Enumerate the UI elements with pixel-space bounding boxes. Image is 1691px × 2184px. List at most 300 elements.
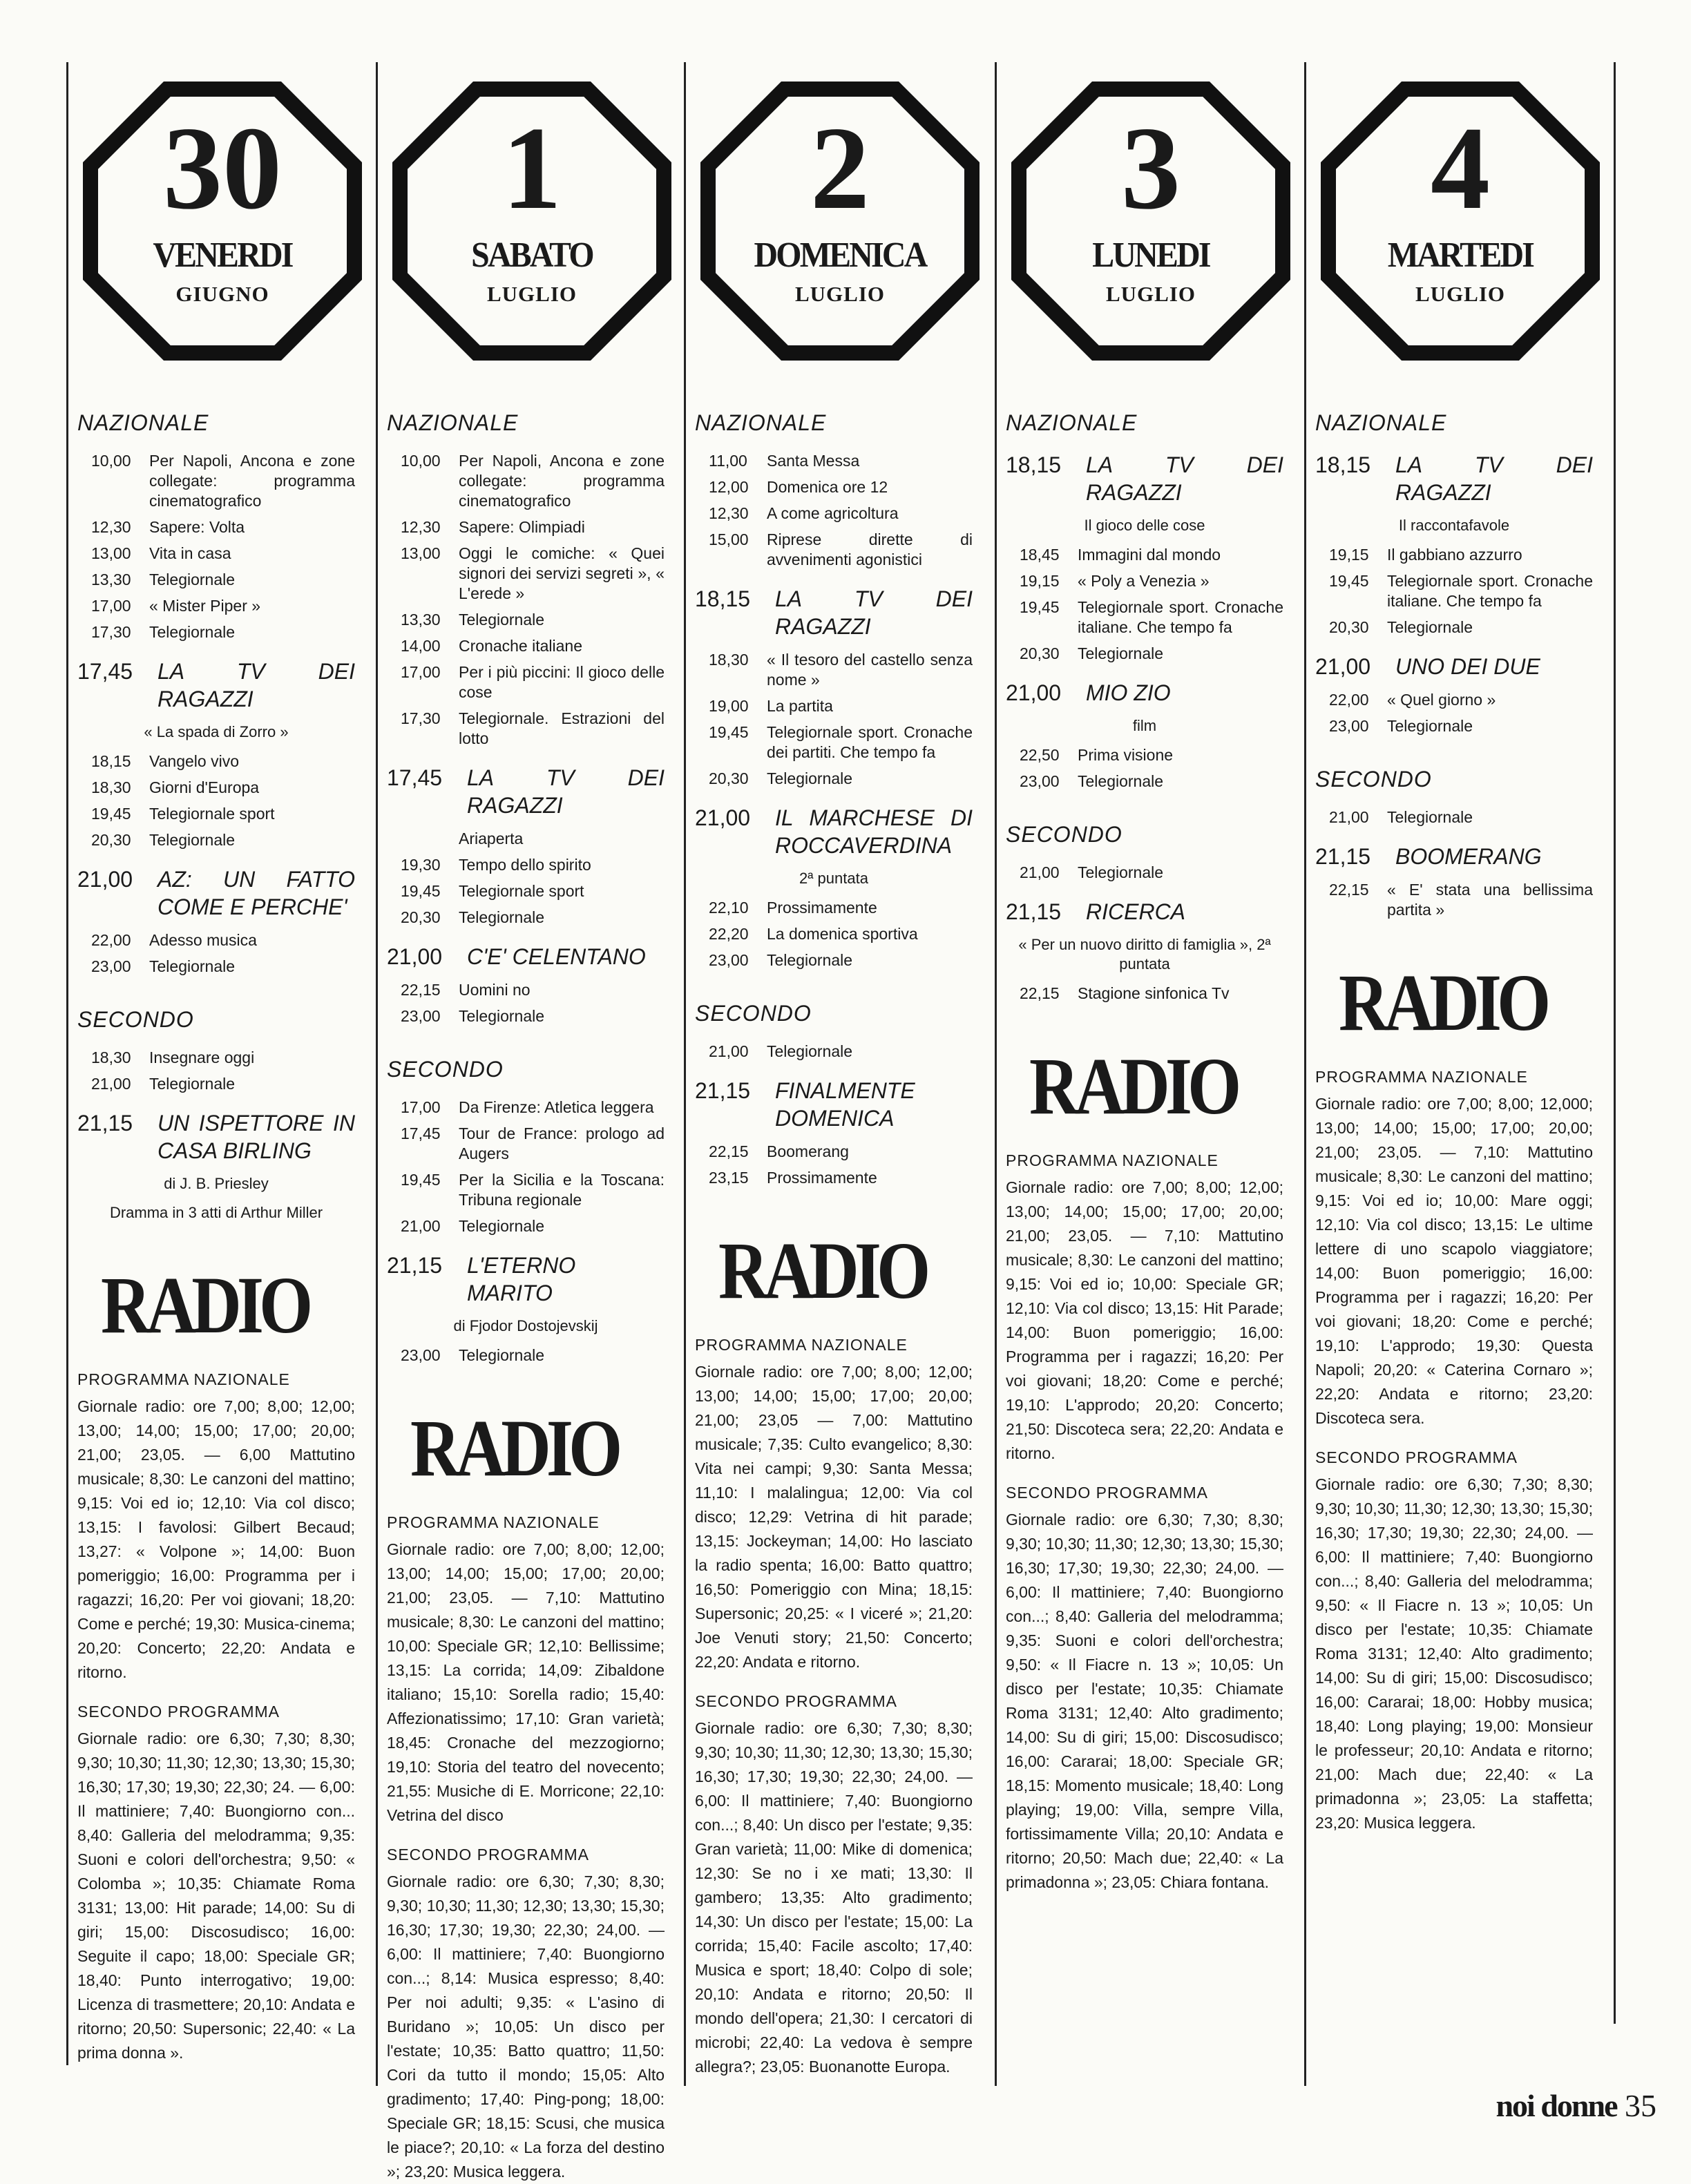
radio-national-schedule: Giornale radio: ore 7,00; 8,00; 12,00; 13,00; 14,00; 15,00; 17,00; 20,00; 21,00; 23,05. — 6,00 Mattutino musicale; 8,30: Le canzoni del mattino; 9,15: Voi ed io; 12,10: Via col disco; 13,15: I favolosi: Gilbert Becaud; 13,27: « Volpone »; 14,00: Buon pomeriggio; 16,00: Programma per i ragazzi; 16,20: Per voi giovani; 18,20: Come e perché; 19,30: Musica-cinema; 20,20: Concerto; 22,20: Andata e ritorno.	[77, 1397, 355, 1681]
program-title: « Quel giorno »	[1387, 691, 1496, 709]
program-row	[77, 596, 355, 616]
program-title: LA TV DEI RAGAZZI	[467, 765, 665, 818]
program-title: UN ISPETTORE IN CASA BIRLING	[157, 1111, 355, 1163]
program-time: 10,00	[91, 452, 131, 470]
weekday-label: DOMENICA	[754, 236, 926, 275]
program-row	[77, 957, 355, 977]
radio-national-heading: PROGRAMMA NAZIONALE	[387, 1513, 600, 1531]
program-time: 21,00	[709, 1042, 749, 1060]
radio-national-schedule: Giornale radio: ore 7,00; 8,00; 12,00; 13,00; 14,00; 15,00; 17,00; 20,00; 21,00; 23,05. — 7,10: Mattutino musicale; 8,30: Le canzoni del mattino; 9,15: Voi ed io; 10,00: Speciale GR; 12,10: Via col disco; 13,15: Hit Parade; 14,00: Buon pomeriggio; 16,00: Programma per i ragazzi; 16,20: Per voi giovani; 18,20: Come e perché; 19,10: L'approdo; 20,20: Concerto; 21,50: Discoteca sera; 22,20: Andata e ritorno.	[1006, 1178, 1283, 1462]
radio-second-schedule: Giornale radio: ore 6,30; 7,30; 8,30; 9,30; 10,30; 11,30; 12,30; 13,30; 15,30; 16,30; 17,30; 19,30; 22,30; 24,00. — 6,00: Il mattiniere; 7,40: Buongiorno con...; 8,40: Galleria del melodramma; 9,35: Suoni e colori dell'orchestra; 9,50: « Il Fiacre n. 13 »; 10,05: Un disco per l'estate; 10,35: Chiamate Roma 3131; 12,40: Alto gradimento; 14,00: Su di giri; 15,00: Discosudisco; 16,00: Cararai; 18,00: Speciale GR; 18,15: Momento musicale; 18,40: Long playing; 19,00: Villa, sempre Villa, fortissimamente Villa; 20,10: Andata e ritorno; 20,50: Mach due; 22,40: « La primadonna »; 23,05: Chiara fontana.	[1006, 1511, 1283, 1891]
date-number: 1	[502, 103, 562, 234]
program-row	[387, 881, 665, 901]
program-title: Telegiornale	[149, 957, 236, 975]
program-time: 14,00	[401, 637, 441, 655]
program-title: Telegiornale	[1387, 618, 1473, 636]
program-row	[695, 1142, 973, 1162]
program-time: 22,15	[1020, 984, 1060, 1002]
program-row	[77, 451, 355, 511]
program-row	[695, 924, 973, 944]
program-title: Prossimamente	[767, 1169, 877, 1187]
program-time: 17,30	[401, 709, 441, 727]
channel-heading: NAZIONALE	[695, 410, 827, 435]
radio-second-heading: SECONDO PROGRAMMA	[387, 1846, 590, 1864]
program-title: Uomini no	[459, 981, 531, 999]
program-time: 19,45	[91, 805, 131, 823]
program-row	[387, 908, 665, 928]
program-time: 23,00	[401, 1007, 441, 1025]
program-time: 21,00	[1315, 654, 1371, 679]
program-title: Giorni d'Europa	[149, 778, 260, 796]
column-rule	[376, 62, 378, 2086]
month-label: LUGLIO	[1105, 282, 1196, 306]
radio-second-schedule: Giornale radio: ore 6,30; 7,30; 8,30; 9,30; 10,30; 11,30; 12,30; 13,30; 15,30; 16,30; 17,30; 19,30; 22,30; 24,00. — 6,00: Il mattiniere; 7,40: Buongiorno con...; 8,40: Un disco per l'estate; 9,35: Gran varietà; 11,00: Mike di domenica; 12,30: Se no i xe mati; 13,30: Il gambero; 13,35: Alto gradimento; 14,30: Un disco per l'estate; 15,00: La corrida; 15,40: Facile ascolto; 17,40: Musica e sport; 18,40: Colpo di sole; 20,10: Andata e ritorno; 20,50: Il mondo dell'opera; 21,30: I cercatori di microbi; 22,40: La vedova è sempre allegra?; 23,05: Buonanotte Europa.	[695, 1719, 973, 2076]
program-time: 22,20	[709, 925, 749, 943]
program-title: Sapere: Volta	[149, 518, 245, 536]
program-subtitle: « Per un nuovo diritto di famiglia », 2ª puntata	[1018, 936, 1271, 973]
program-row	[77, 622, 355, 642]
page-number: 35	[1625, 2088, 1656, 2123]
program-title: LA TV DEI RAGAZZI	[157, 659, 355, 711]
radio-second-heading: SECONDO PROGRAMMA	[1006, 1484, 1209, 1502]
program-time: 19,15	[1329, 546, 1369, 564]
program-time: 17,45	[387, 765, 443, 790]
featured-program	[1315, 843, 1593, 870]
program-row	[387, 610, 665, 630]
program-row	[77, 751, 355, 772]
date-badge	[1006, 76, 1296, 366]
program-row	[695, 477, 973, 497]
program-time: 21,00	[695, 805, 751, 830]
program-time: 21,15	[77, 1111, 133, 1136]
radio-heading: RADIO	[410, 1403, 618, 1493]
program-title: Tempo dello spirito	[459, 856, 591, 874]
program-title: IL MARCHESE DI ROCCAVERDINA	[775, 805, 973, 858]
program-row	[695, 1042, 973, 1062]
channel-heading: NAZIONALE	[77, 410, 209, 435]
program-title: La domenica sportiva	[767, 925, 918, 943]
program-time: 20,30	[709, 769, 749, 787]
program-time: 20,30	[1020, 644, 1060, 662]
program-row	[1006, 571, 1283, 591]
program-row	[1315, 617, 1593, 638]
radio-second-schedule: Giornale radio: ore 6,30; 7,30; 8,30; 9,30; 10,30; 11,30; 12,30; 13,30; 15,30; 16,30; 17,30; 19,30; 22,30; 24,00. — 6,00: Il mattiniere; 7,40: Buongiorno con...; 8,14: Musica espresso; 8,40: Per noi adulti; 9,35: « L'asino di Buridano »; 10,05: Un disco per l'estate; 10,35: Batto quattro; 11,50: Cori da tutto il mondo; 15,05: Alto gradimento; 17,40: Ping-pong; 18,00: Speciale GR; 18,15: Scusi, che musica le piace?; 20,10: « La forza del destino »; 23,20: Musica leggera.	[387, 1872, 665, 2181]
channel-heading: SECONDO	[1006, 822, 1122, 847]
program-title: Ariaperta	[459, 830, 524, 847]
program-time: 21,00	[401, 1217, 441, 1235]
channel-heading: SECONDO	[387, 1057, 504, 1082]
column-rule	[1614, 62, 1616, 2024]
program-time: 19,15	[1020, 572, 1060, 590]
program-title: Tour de France: prologo ad Augers	[459, 1124, 665, 1162]
program-title: Riprese dirette di avvenimenti agonistici	[767, 530, 973, 568]
day-column	[687, 76, 993, 2093]
program-row	[1006, 772, 1283, 792]
program-title: AZ: UN FATTO COME E PERCHE'	[157, 867, 355, 919]
channel-heading: SECONDO	[1315, 767, 1432, 792]
program-title: Prossimamente	[767, 899, 877, 917]
program-time: 17,45	[401, 1124, 441, 1142]
program-title: Telegiornale	[149, 831, 236, 849]
day-column	[1307, 76, 1614, 2093]
program-title: C'E' CELENTANO	[467, 944, 646, 969]
program-title: Telegiornale	[1387, 808, 1473, 826]
program-title: Da Firenze: Atletica leggera	[459, 1098, 654, 1116]
month-label: LUGLIO	[1415, 282, 1506, 306]
date-badge	[387, 76, 677, 366]
channel-heading: SECONDO	[695, 1001, 812, 1026]
program-row	[695, 696, 973, 716]
program-title: Telegiornale	[1078, 863, 1164, 881]
program-title: LA TV DEI RAGAZZI	[775, 586, 973, 639]
weekday-label: VENERDI	[153, 236, 292, 275]
program-subtitle: Il raccontafavole	[1398, 517, 1510, 534]
program-title: Santa Messa	[767, 452, 860, 470]
program-time: 21,00	[91, 1075, 131, 1093]
program-time: 17,00	[401, 663, 441, 681]
program-row	[695, 530, 973, 570]
program-title: L'ETERNO MARITO	[467, 1253, 576, 1305]
channel-heading: NAZIONALE	[387, 410, 519, 435]
program-row	[1006, 863, 1283, 883]
program-row	[695, 898, 973, 918]
program-title: Telegiornale sport	[149, 805, 275, 823]
radio-heading: RADIO	[1339, 957, 1547, 1048]
program-time: 20,30	[91, 831, 131, 849]
radio-heading: RADIO	[101, 1260, 309, 1350]
program-row	[1315, 807, 1593, 827]
day-column	[69, 76, 376, 2093]
program-title: Prima visione	[1078, 746, 1174, 764]
program-title: RICERCA	[1086, 899, 1186, 924]
program-title: Telegiornale	[1078, 644, 1164, 662]
program-time: 21,00	[1020, 863, 1060, 881]
program-time: 17,00	[401, 1098, 441, 1116]
featured-program	[695, 804, 973, 859]
program-time: 12,30	[91, 518, 131, 536]
program-row	[77, 544, 355, 564]
program-time: 19,45	[1020, 598, 1060, 616]
program-row	[387, 1345, 665, 1366]
program-row	[695, 504, 973, 524]
program-row	[77, 930, 355, 950]
program-title: Telegiornale	[149, 623, 236, 641]
program-title: Telegiornale	[1387, 717, 1473, 735]
program-time: 12,30	[709, 504, 749, 522]
column-rule	[1304, 62, 1306, 2086]
date-badge	[1315, 76, 1605, 366]
column-rule	[995, 62, 997, 2086]
weekday-label: MARTEDI	[1387, 236, 1534, 275]
program-title: A come agricoltura	[767, 504, 899, 522]
program-row	[1006, 597, 1283, 638]
program-row	[1315, 545, 1593, 565]
program-title: « Il tesoro del castello senza nome »	[767, 651, 973, 689]
program-time: 21,00	[1006, 680, 1062, 705]
program-time: 20,30	[1329, 618, 1369, 636]
program-row	[695, 1168, 973, 1188]
featured-program	[1315, 451, 1593, 506]
radio-national-heading: PROGRAMMA NAZIONALE	[1315, 1068, 1528, 1086]
program-row	[77, 830, 355, 850]
program-time: 23,00	[709, 951, 749, 969]
program-time: 21,15	[1315, 844, 1371, 869]
radio-national-schedule: Giornale radio: ore 7,00; 8,00; 12,00; 13,00; 14,00; 15,00; 17,00; 20,00; 21,00; 23,05. — 7,10: Mattutino musicale; 8,30: Le canzoni del mattino; 10,00: Speciale GR; 12,10: Bellissime; 13,15: La corrida; 14,09: Zibaldone italiano; 15,10: Sorella radio; 15,40: Affezionatissimo; 17,10: Gran varietà; 18,45: Cronache del mezzogiorno; 19,10: Storia del teatro del novecento; 21,55: Musiche di E. Morricone; 22,10: Vetrina del disco	[387, 1540, 665, 1824]
program-title: Telegiornale	[149, 571, 236, 588]
program-title: Telegiornale	[459, 1007, 545, 1025]
program-row	[387, 517, 665, 537]
featured-program	[1006, 898, 1283, 926]
program-title: Telegiornale	[459, 1346, 545, 1364]
program-title: Per i più piccini: Il gioco delle cose	[459, 663, 665, 701]
program-time: 13,00	[91, 544, 131, 562]
program-row	[387, 709, 665, 749]
program-time: 20,30	[401, 908, 441, 926]
program-row	[387, 544, 665, 604]
program-time: 13,30	[91, 571, 131, 588]
program-title: Immagini dal mondo	[1078, 546, 1221, 564]
program-time: 21,00	[77, 867, 133, 892]
program-row	[1006, 745, 1283, 765]
program-row	[695, 950, 973, 970]
program-row	[1315, 571, 1593, 611]
date-number: 30	[163, 103, 282, 234]
featured-program	[1006, 679, 1283, 707]
program-title: Telegiornale	[459, 611, 545, 629]
program-row	[387, 829, 665, 849]
date-badge	[77, 76, 367, 366]
program-title: Insegnare oggi	[149, 1048, 255, 1066]
program-row	[387, 1006, 665, 1026]
program-time: 22,50	[1020, 746, 1060, 764]
program-subtitle: Dramma in 3 atti di Arthur Miller	[109, 1204, 323, 1221]
program-time: 22,15	[1329, 881, 1369, 899]
program-title: Per la Sicilia e la Toscana: Tribuna regionale	[459, 1171, 665, 1209]
date-badge	[695, 76, 985, 366]
program-time: 10,00	[401, 452, 441, 470]
channel-heading: NAZIONALE	[1315, 410, 1447, 435]
program-time: 13,30	[401, 611, 441, 629]
program-title: « Poly a Venezia »	[1078, 572, 1210, 590]
program-title: Telegiornale	[1078, 772, 1164, 790]
program-time: 23,00	[1020, 772, 1060, 790]
program-time: 23,00	[91, 957, 131, 975]
program-time: 12,00	[709, 478, 749, 496]
program-row	[1315, 716, 1593, 736]
program-time: 22,15	[401, 981, 441, 999]
program-subtitle: « La spada di Zorro »	[144, 723, 289, 740]
date-number: 3	[1121, 103, 1181, 234]
program-title: Vangelo vivo	[149, 752, 239, 770]
featured-program	[77, 658, 355, 713]
program-subtitle: Il gioco delle cose	[1084, 517, 1205, 534]
program-time: 18,15	[1006, 452, 1062, 477]
program-title: « Mister Piper »	[149, 597, 261, 615]
program-title: MIO ZIO	[1086, 680, 1171, 705]
program-title: Cronache italiane	[459, 637, 583, 655]
program-time: 23,00	[401, 1346, 441, 1364]
date-number: 4	[1431, 103, 1490, 234]
featured-program	[77, 865, 355, 921]
program-time: 18,30	[91, 778, 131, 796]
program-row	[1006, 644, 1283, 664]
featured-program	[387, 943, 665, 970]
page-footer	[1496, 2087, 1656, 2124]
program-title: Telegiornale sport. Cronache italiane. Che tempo fa	[1387, 572, 1593, 610]
program-time	[392, 829, 459, 849]
radio-national-heading: PROGRAMMA NAZIONALE	[695, 1336, 908, 1354]
program-title: FINALMENTE DOMENICA	[775, 1078, 915, 1131]
column-rule	[66, 62, 68, 2065]
program-title: La partita	[767, 697, 833, 715]
month-label: LUGLIO	[486, 282, 577, 306]
program-row	[695, 769, 973, 789]
radio-second-heading: SECONDO PROGRAMMA	[695, 1692, 898, 1710]
program-time: 18,45	[1020, 546, 1060, 564]
program-title: Telegiornale	[767, 769, 853, 787]
program-time: 19,45	[1329, 572, 1369, 590]
program-title: Stagione sinfonica Tv	[1078, 984, 1230, 1002]
program-row	[387, 451, 665, 511]
program-row	[1315, 880, 1593, 920]
program-time: 19,30	[401, 856, 441, 874]
radio-national-schedule: Giornale radio: ore 7,00; 8,00; 12,00; 13,00; 14,00; 15,00; 17,00; 20,00; 21,00; 23,05 — 7,00: Mattutino musicale; 7,35: Culto evangelico; 8,30: Vita nei campi; 9,30: Santa Messa; 11,10: I malalingua; 12,00: Via col disco; 12,29: Vetrina di hit parade; 13,15: Jockeyman; 14,00: Ho lasciato la radio spenta; 16,00: Batto quattro; 16,50: Pomeriggio con Mina; 18,15: Supersonic; 20,25: « I viceré »; 21,20: Joe Venuti story; 21,50: Concerto; 22,20: Andata e ritorno.	[695, 1363, 973, 1671]
program-title: Telegiornale sport	[459, 882, 584, 900]
program-time: 17,45	[77, 659, 133, 684]
program-row	[1006, 984, 1283, 1004]
radio-second-heading: SECONDO PROGRAMMA	[77, 1703, 280, 1721]
program-subtitle: di J. B. Priesley	[164, 1175, 269, 1192]
program-subtitle: film	[1132, 717, 1157, 734]
program-time: 21,00	[387, 944, 443, 969]
program-time: 11,00	[709, 452, 747, 470]
program-row	[77, 517, 355, 537]
program-time: 19,45	[401, 882, 441, 900]
program-time: 22,00	[91, 931, 131, 949]
radio-national-heading: PROGRAMMA NAZIONALE	[1006, 1151, 1219, 1169]
program-row	[77, 778, 355, 798]
featured-program	[1006, 451, 1283, 506]
program-title: « E' stata una bellissima partita »	[1387, 881, 1593, 919]
program-title: Sapere: Olimpiadi	[459, 518, 585, 536]
program-time: 18,30	[709, 651, 749, 669]
program-row	[77, 1048, 355, 1068]
radio-second-schedule: Giornale radio: ore 6,30; 7,30; 8,30; 9,30; 10,30; 11,30; 12,30; 13,30; 15,30; 16,30; 17,30; 19,30; 22,30; 24. — 6,00: Il mattiniere; 7,40: Buongiorno con... 8,40: Galleria del melodramma; 9,35: Suoni e colori dell'orchestra; 9,50: « Colomba »; 10,35: Chiamate Roma 3131; 13,00: Hit parade; 14,00: Su di giri; 15,00: Discosudisco; 16,00: Seguite il capo; 18,00: Speciale GR; 18,40: Punto interrogativo; 19,00: Licenza di trasmettere; 20,10: Andata e ritorno; 20,50: Supersonic; 22,40: « La prima donna ».	[77, 1730, 355, 2062]
program-row	[695, 722, 973, 763]
program-time: 19,00	[709, 697, 749, 715]
weekday-label: LUNEDI	[1092, 236, 1210, 275]
program-time: 21,00	[1329, 808, 1369, 826]
program-title: Domenica ore 12	[767, 478, 888, 496]
program-title: Telegiornale	[459, 908, 545, 926]
channel-heading: NAZIONALE	[1006, 410, 1138, 435]
program-time: 19,45	[401, 1171, 441, 1189]
program-row	[387, 1124, 665, 1164]
program-subtitle: 2ª puntata	[799, 870, 868, 887]
program-time: 18,30	[91, 1048, 131, 1066]
program-time: 18,15	[1315, 452, 1371, 477]
program-title: Per Napoli, Ancona e zone collegate: programma cinematografico	[459, 452, 665, 510]
program-row	[387, 1098, 665, 1118]
month-label: GIUGNO	[175, 282, 269, 306]
program-row	[77, 570, 355, 590]
featured-program	[387, 764, 665, 819]
program-row	[387, 1170, 665, 1210]
program-time: 22,00	[1329, 691, 1369, 709]
program-title: Telegiornale. Estrazioni del lotto	[459, 709, 665, 747]
program-time: 22,15	[709, 1142, 749, 1160]
program-title: Adesso musica	[149, 931, 257, 949]
program-title: Telegiornale	[767, 1042, 853, 1060]
program-time: 18,15	[695, 586, 751, 611]
date-number: 2	[810, 103, 870, 234]
program-title: LA TV DEI RAGAZZI	[1086, 452, 1283, 505]
program-time: 21,15	[695, 1078, 751, 1103]
program-time: 21,15	[1006, 899, 1062, 924]
program-title: Per Napoli, Ancona e zone collegate: programma cinematografico	[149, 452, 355, 510]
program-time: 12,30	[401, 518, 441, 536]
radio-national-heading: PROGRAMMA NAZIONALE	[77, 1370, 290, 1388]
program-row	[387, 636, 665, 656]
program-time: 22,10	[709, 899, 749, 917]
program-time: 23,15	[709, 1169, 749, 1187]
radio-second-heading: SECONDO PROGRAMMA	[1315, 1448, 1518, 1466]
weekday-label: SABATO	[471, 236, 593, 275]
featured-program	[387, 1252, 665, 1307]
program-title: LA TV DEI RAGAZZI	[1395, 452, 1593, 505]
program-row	[1006, 545, 1283, 565]
program-row	[695, 650, 973, 690]
program-title: UNO DEI DUE	[1395, 654, 1540, 679]
program-time: 15,00	[709, 530, 749, 548]
program-title: Telegiornale sport. Cronache italiane. Che tempo fa	[1078, 598, 1283, 636]
program-title: Oggi le comiche: « Quei signori dei servizi segreti », « L'erede »	[459, 544, 665, 602]
program-row	[1315, 690, 1593, 710]
featured-program	[695, 585, 973, 640]
program-row	[387, 1216, 665, 1236]
program-time: 18,15	[91, 752, 131, 770]
program-row	[77, 1074, 355, 1094]
program-time: 13,00	[401, 544, 441, 562]
program-time: 21,15	[387, 1253, 443, 1278]
magazine-brand: noi donne	[1496, 2088, 1617, 2123]
channel-heading: SECONDO	[77, 1007, 194, 1032]
day-column	[997, 76, 1304, 2093]
program-title: Vita in casa	[149, 544, 231, 562]
radio-heading: RADIO	[718, 1225, 926, 1316]
day-column	[379, 76, 685, 2181]
program-title: Telegiornale	[767, 951, 853, 969]
program-row	[387, 662, 665, 702]
radio-second-schedule: Giornale radio: ore 6,30; 7,30; 8,30; 9,30; 10,30; 11,30; 12,30; 13,30; 15,30; 16,30; 17,30; 19,30; 22,30; 24,00. — 6,00: Il mattiniere; 7,40: Buongiorno con...; 8,40: Galleria del melodramma; 9,50: « Il Fiacre n. 13 »; 10,05: Un disco per l'estate; 10,35: Chiamate Roma 3131; 12,40: Alto gradimento; 14,00: Su di giri; 15,00: Discosudisco; 16,00: Cararai; 18,00: Hobby musica; 18,40: Long playing; 19,00: Monsieur le professeur; 20,10: Andata e ritorno; 21,00: Mach due; 22,40: « La primadonna »; 23,05: La staffetta; 23,20: Musica leggera.	[1315, 1475, 1593, 1832]
program-time: 23,00	[1329, 717, 1369, 735]
program-row	[387, 980, 665, 1000]
month-label: LUGLIO	[794, 282, 886, 306]
program-time: 19,45	[709, 723, 749, 741]
program-title: BOOMERANG	[1395, 844, 1542, 869]
featured-program	[695, 1077, 973, 1132]
program-title: Boomerang	[767, 1142, 849, 1160]
program-title: Il gabbiano azzurro	[1387, 546, 1522, 564]
program-subtitle: di Fjodor Dostojevskij	[453, 1317, 598, 1334]
program-row	[387, 855, 665, 875]
featured-program	[1315, 653, 1593, 680]
program-title: Telegiornale	[149, 1075, 236, 1093]
program-time: 17,30	[91, 623, 131, 641]
program-row	[77, 804, 355, 824]
program-title: Telegiornale	[459, 1217, 545, 1235]
radio-heading: RADIO	[1029, 1041, 1237, 1131]
